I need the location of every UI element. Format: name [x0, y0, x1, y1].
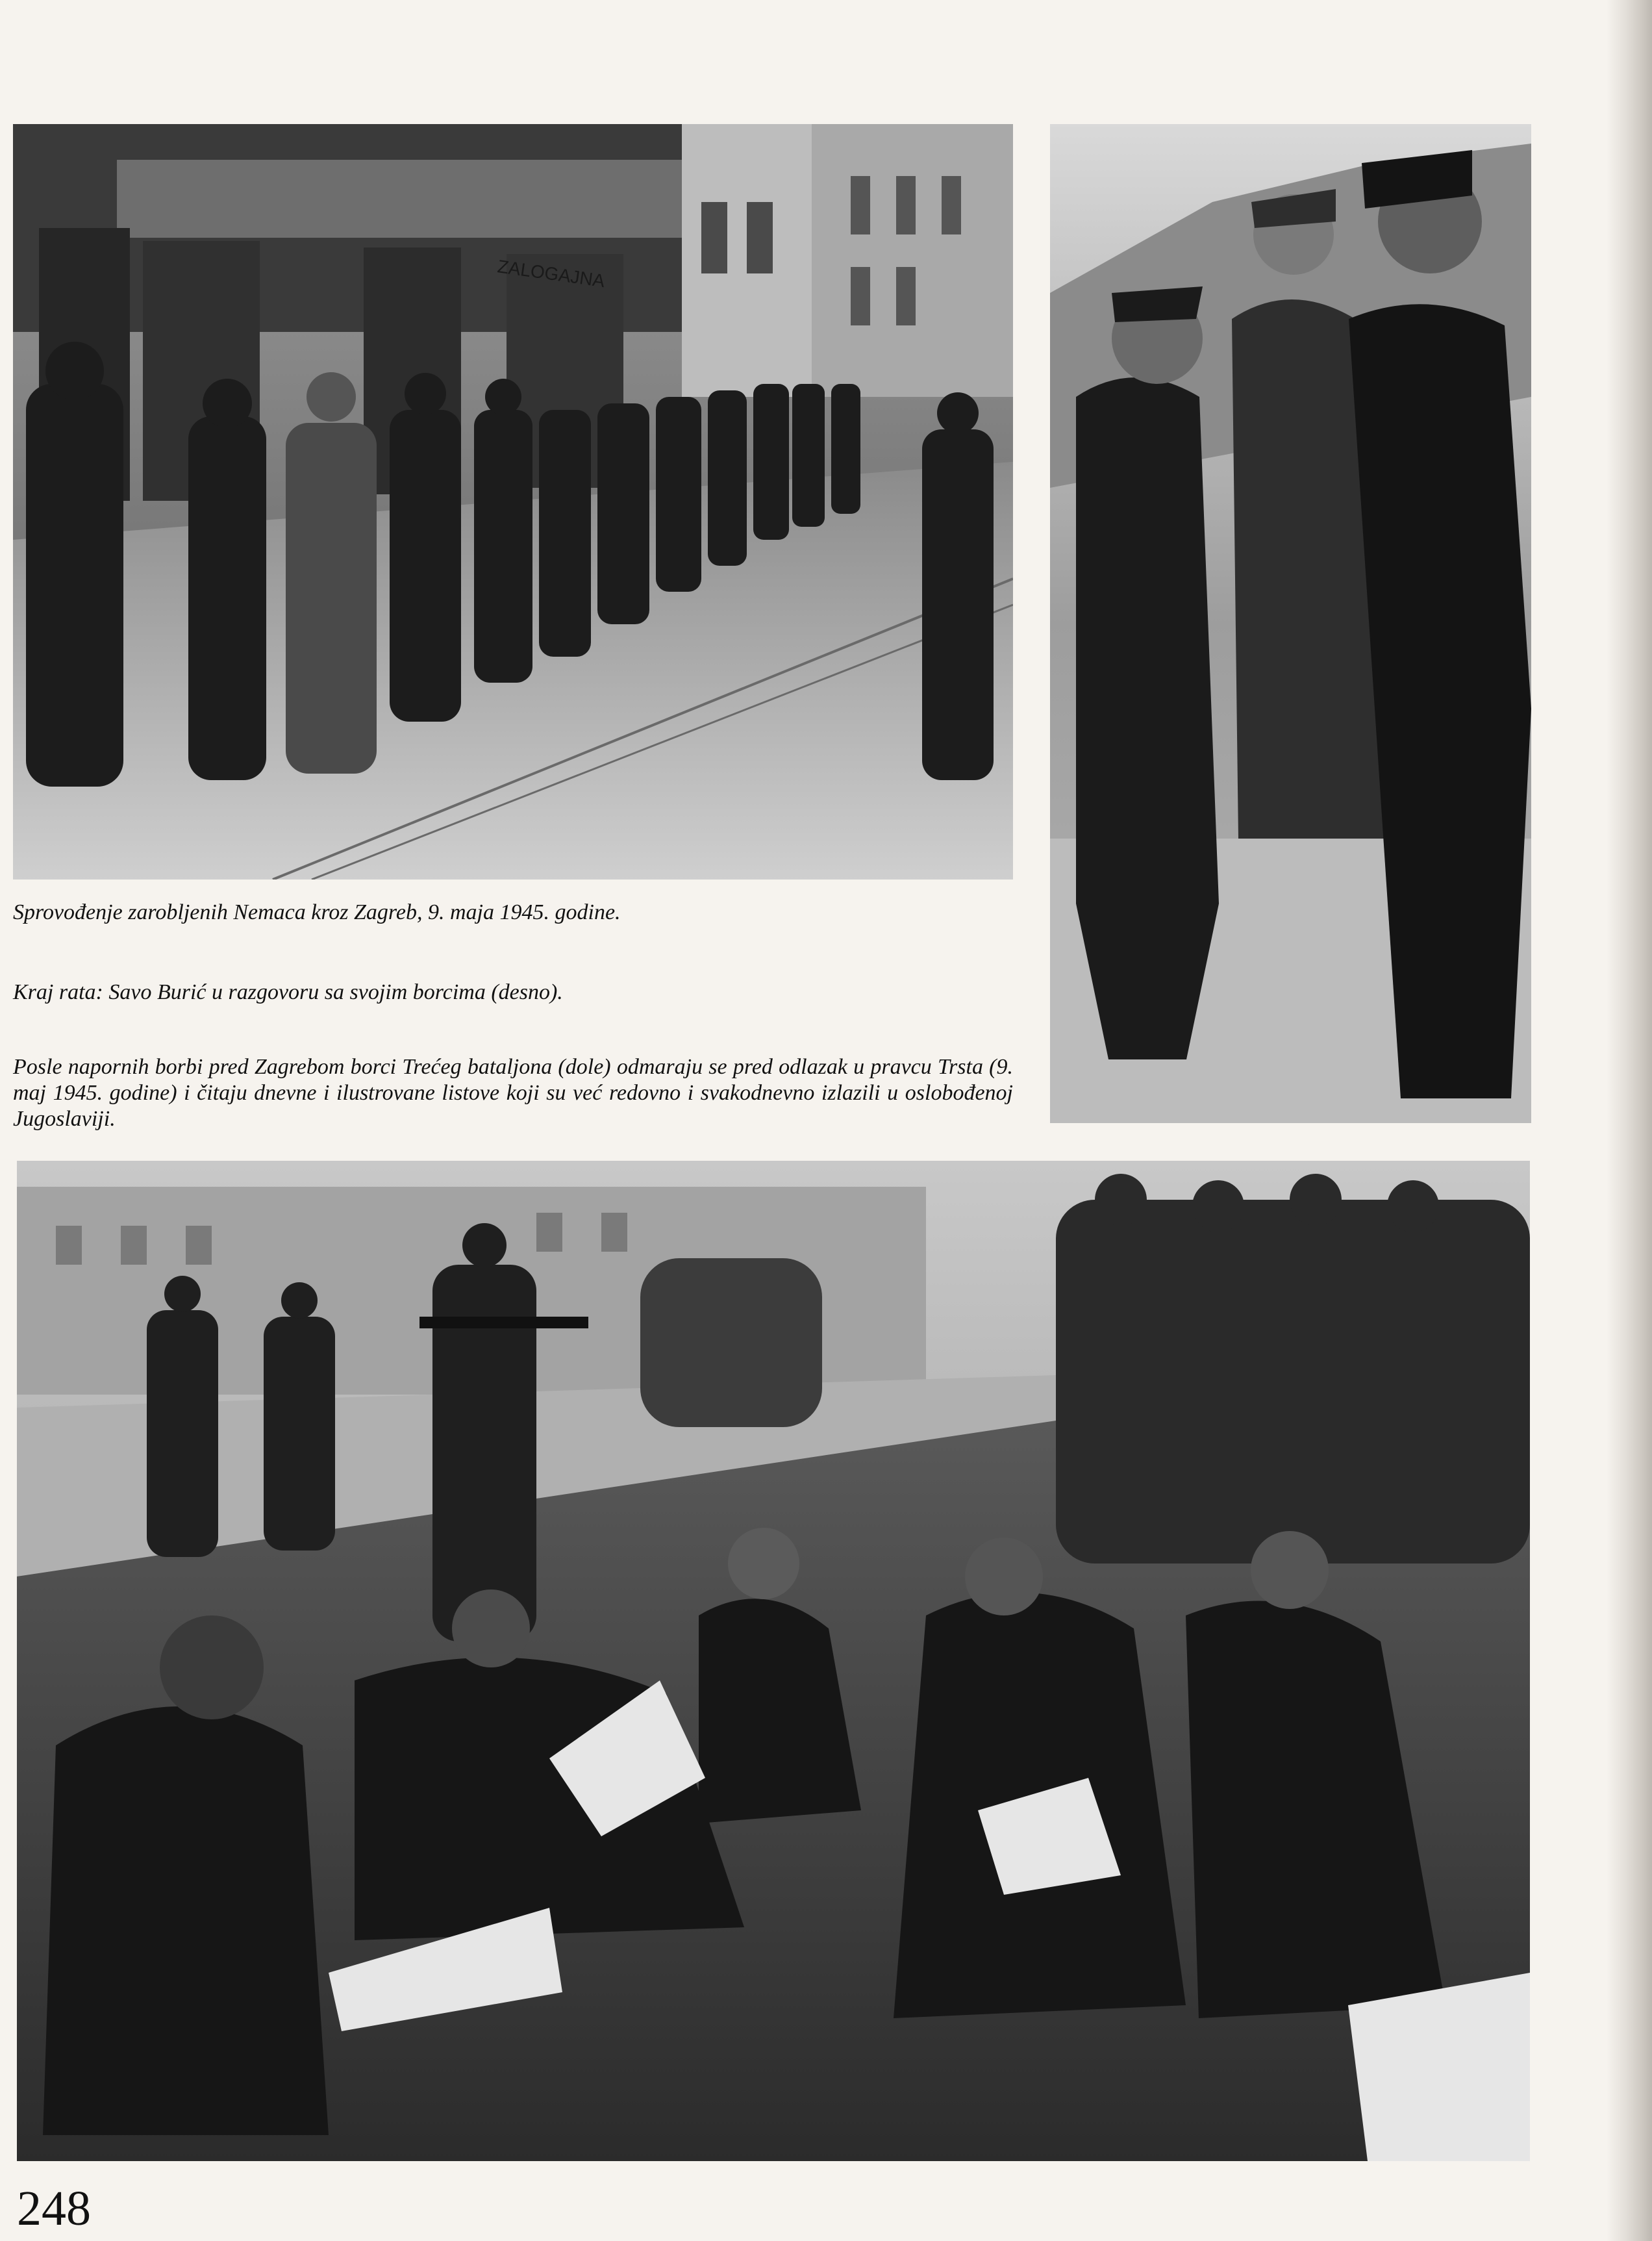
caption-bottom-photo: Posle napornih borbi pred Zagrebom borci Trećeg bataljona (dole) odmaraju se pred odlazak u pravcu Trsta (9. maj 1945. godine) i čitaju dnevne i ilustrovane listove koji su već redovno i svakodnevno izlazili u oslobođenoj Jugoslaviji.	[13, 1055, 1013, 1131]
caption-top-right-photo: Kraj rata: Savo Burić u razgovoru sa svojim borcima (desno).	[13, 980, 563, 1004]
shop-sign: ZALOGAJNA	[496, 256, 607, 292]
photo-savo-buric-conversation	[1050, 124, 1531, 1123]
page-number: 248	[17, 2181, 91, 2236]
caption-top-left-photo: Sprovođenje zarobljenih Nemaca kroz Zagreb, 9. maja 1945. godine.	[13, 900, 621, 924]
photo-prisoners-zagreb	[13, 124, 1013, 880]
photo-soldiers-resting-reading	[17, 1161, 1530, 2161]
page-edge-shadow	[1607, 0, 1652, 2241]
